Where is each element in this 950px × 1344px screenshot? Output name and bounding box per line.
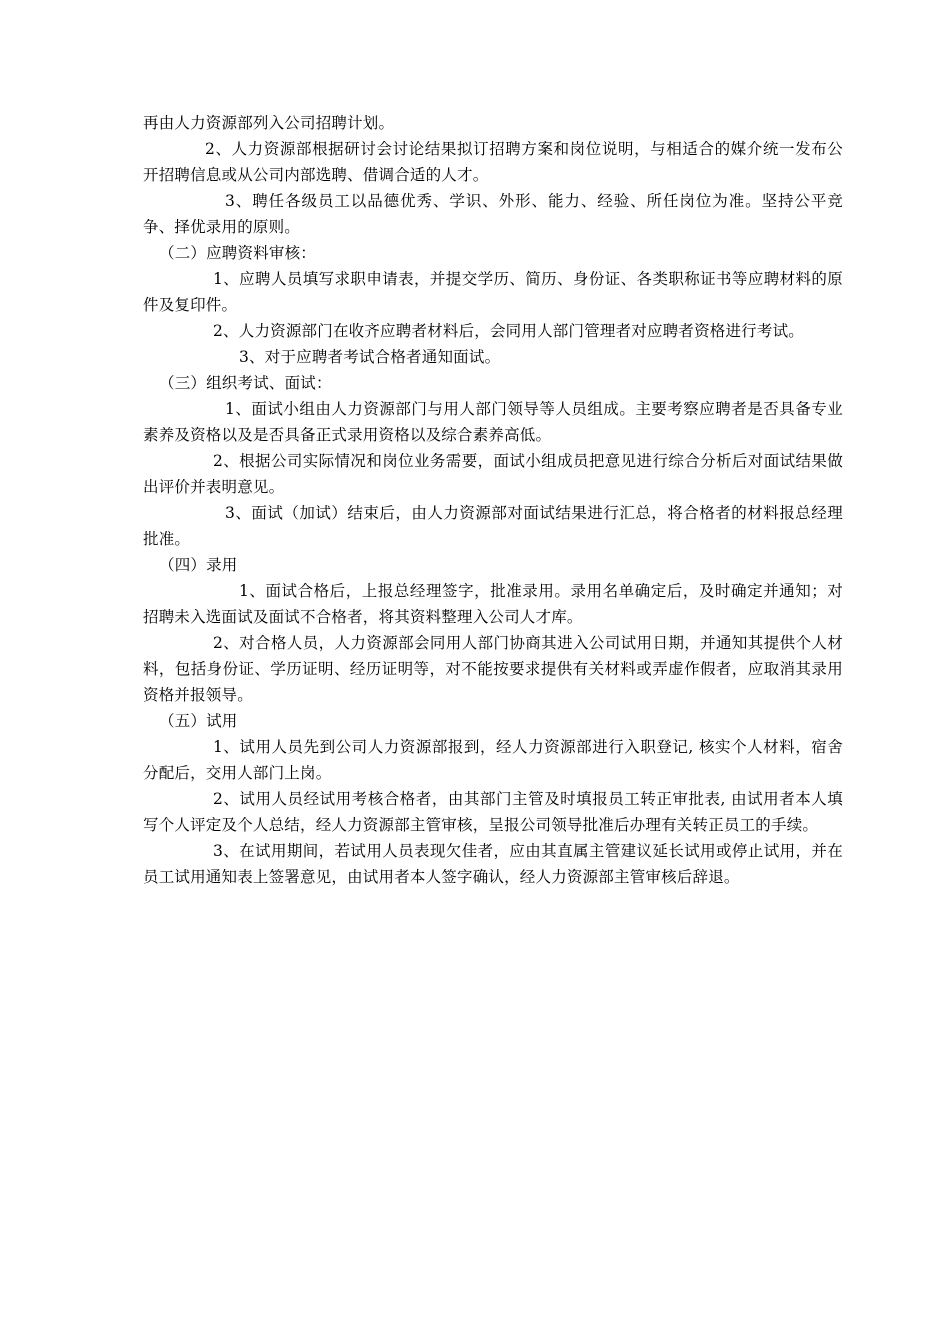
section-heading-hiring: （四）录用 <box>159 556 238 574</box>
paragraph-application-form: 1、应聘人员填写求职申请表，并提交学历、简历、身份证、各类职称证书等应聘材料的原件及复印件。 <box>143 270 843 314</box>
paragraph-hiring-standards: 3、聘任各级员工以品德优秀、学识、外形、能力、经验、所任岗位为准。坚持公平竞争、择优录用的原则。 <box>143 192 843 236</box>
section-heading-application-review: （二）应聘资料审核： <box>159 244 317 262</box>
section-heading-exam-interview: （三）组织考试、面试： <box>159 374 332 392</box>
paragraph-recruitment-scheme: 2、人力资源部根据研讨会讨论结果拟订招聘方案和岗位说明，与相适合的媒介统一发布公开招聘信息或从公司内部选聘、借调合适的人才。 <box>143 140 843 184</box>
paragraph-interview-notice: 3、对于应聘者考试合格者通知面试。 <box>239 348 501 366</box>
paragraph-interview-evaluation: 2、根据公司实际情况和岗位业务需要，面试小组成员把意见进行综合分析后对面试结果做出评价并表明意见。 <box>143 452 843 496</box>
document-body <box>143 110 843 890</box>
paragraph-probation-dismissal: 3、在试用期间，若试用人员表现欠佳者，应由其直属主管建议延长试用或停止试用，并在员工试用通知表上签署意见，由试用者本人签字确认，经人力资源部主管审核后辞退。 <box>143 842 843 886</box>
paragraph-candidate-materials: 2、对合格人员，人力资源部会同用人部门协商其进入公司试用日期，并通知其提供个人材料，包括身份证、学历证明、经历证明等，对不能按要求提供有关材料或弄虚作假者，应取消其录用资格并报领导。 <box>143 634 843 704</box>
paragraph-probation-confirmation: 2、试用人员经试用考核合格者，由其部门主管及时填报员工转正审批表, 由试用者本人填写个人评定及个人总结，经人力资源部主管审核，呈报公司领导批准后办理有关转正员工的手续。 <box>143 790 843 834</box>
paragraph-qualification-exam: 2、人力资源部门在收齐应聘者材料后，会同用人部门管理者对应聘者资格进行考试。 <box>213 322 804 340</box>
paragraph-interview-panel: 1、面试小组由人力资源部门与用人部门领导等人员组成。主要考察应聘者是否具备专业素养及资格以及是否具备正式录用资格以及综合素养高低。 <box>143 400 843 444</box>
paragraph-plan-continuation: 再由人力资源部列入公司招聘计划。 <box>143 114 395 132</box>
section-heading-probation: （五）试用 <box>159 712 238 730</box>
paragraph-interview-summary: 3、面试（加试）结束后，由人力资源部对面试结果进行汇总，将合格者的材料报总经理批准。 <box>143 504 843 548</box>
paragraph-hiring-approval: 1、面试合格后，上报总经理签字，批准录用。录用名单确定后，及时确定并通知；对招聘未入选面试及面试不合格者，将其资料整理入公司人才库。 <box>143 582 843 626</box>
paragraph-probation-onboarding: 1、试用人员先到公司人力资源部报到，经人力资源部进行入职登记, 核实个人材料，宿舍分配后，交用人部门上岗。 <box>143 738 843 782</box>
